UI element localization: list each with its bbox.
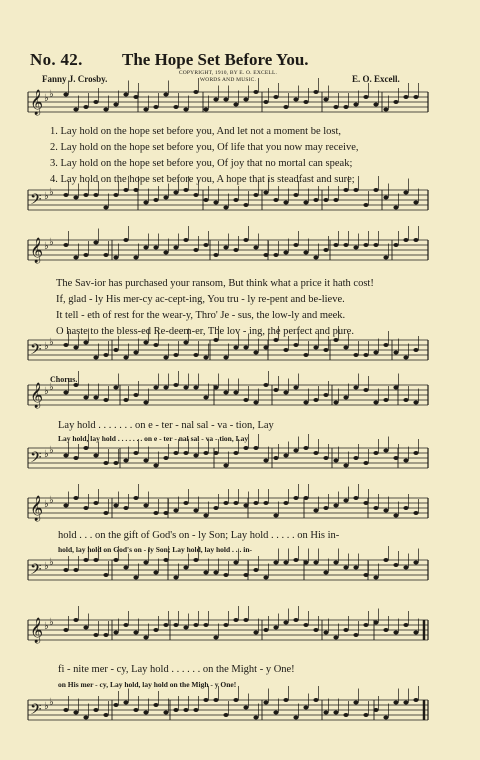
- svg-text:𝄢: 𝄢: [30, 561, 42, 582]
- svg-text:♭: ♭: [49, 382, 54, 393]
- svg-text:♭: ♭: [49, 89, 54, 100]
- verse-line: 4. Lay hold on the hope set before you, A hope that is steadfast and sure;: [50, 174, 355, 185]
- svg-text:𝄢: 𝄢: [30, 449, 42, 470]
- verse-line: The Sav-ior has purchased your ransom, But think what a price it hath cost!: [56, 278, 374, 289]
- verse-line: 1. Lay hold on the hope set before you, And let not a moment be lost,: [50, 126, 342, 137]
- svg-text:♭: ♭: [49, 495, 54, 506]
- svg-text:♭: ♭: [44, 191, 49, 202]
- svg-text:𝄞: 𝄞: [30, 618, 44, 643]
- svg-text:♭: ♭: [44, 621, 49, 632]
- chorus-line: Lay hold . . . . . . . on e - ter - nal sal - va - tion, Lay: [58, 420, 274, 431]
- svg-text:♭: ♭: [49, 697, 54, 708]
- verse-line: 3. Lay hold on the hope set before you, Of joy that no mortal can speak;: [50, 158, 353, 169]
- verse-line: O haste to the bless-ed Re-deem-er, The lov - ing, the perfect and pure.: [56, 326, 354, 337]
- svg-text:♭: ♭: [44, 93, 49, 104]
- verse-line: 2. Lay hold on the hope set before you, Of life that you now may receive,: [50, 142, 359, 153]
- svg-text:𝄞: 𝄞: [30, 238, 44, 263]
- chorus-line: hold . . . on the gift of God's on - ly Son; Lay hold . . . . . on His in-: [58, 530, 340, 541]
- svg-text:♭: ♭: [44, 386, 49, 397]
- svg-text:♭: ♭: [49, 617, 54, 628]
- svg-text:♭: ♭: [44, 499, 49, 510]
- svg-text:𝄞: 𝄞: [30, 383, 44, 408]
- copyright-line: WORDS AND MUSIC.: [199, 77, 257, 83]
- svg-text:♭: ♭: [49, 237, 54, 248]
- svg-text:♭: ♭: [44, 449, 49, 460]
- hymn-number: No. 42.: [30, 50, 83, 69]
- chorus-echo-line: on His mer - cy, Lay hold, lay hold on the Migh - y One!: [58, 680, 237, 689]
- svg-text:♭: ♭: [44, 561, 49, 572]
- svg-text:𝄞: 𝄞: [30, 90, 44, 115]
- svg-text:♭: ♭: [44, 701, 49, 712]
- svg-text:♭: ♭: [49, 445, 54, 456]
- svg-text:𝄞: 𝄞: [30, 496, 44, 521]
- author-credit: Fanny J. Crosby.: [42, 74, 108, 84]
- svg-text:♭: ♭: [44, 241, 49, 252]
- svg-text:♭: ♭: [49, 187, 54, 198]
- svg-text:𝄢: 𝄢: [30, 701, 42, 722]
- chorus-echo-line: hold, lay hold on God's on - ly Son; Lay hold, lay hold . . . in-: [58, 545, 253, 554]
- svg-text:♭: ♭: [44, 341, 49, 352]
- svg-text:𝄢: 𝄢: [30, 341, 42, 362]
- svg-text:♭: ♭: [49, 557, 54, 568]
- verse-line: If, glad - ly His mer-cy ac-cept-ing, You tru - ly re-pent and be-lieve.: [56, 294, 345, 305]
- chorus-line: fi - nite mer - cy, Lay hold . . . . . . on the Might - y One!: [58, 664, 295, 675]
- chorus-echo-line: Lay hold, lay hold . . . . . . . on e - ter - nal sal - va - tion, Lay: [58, 434, 249, 443]
- svg-text:♭: ♭: [49, 337, 54, 348]
- verse-line: It tell - eth of rest for the wear-y, Thro' Je - sus, the low-ly and meek.: [56, 310, 346, 321]
- hymn-title: The Hope Set Before You.: [122, 50, 309, 69]
- svg-text:𝄢: 𝄢: [30, 191, 42, 212]
- composer-credit: E. O. Excell.: [352, 74, 400, 84]
- copyright-line: COPYRIGHT, 1910, BY E. O. EXCELL.: [178, 70, 278, 76]
- chorus-label: Chorus.: [50, 375, 78, 384]
